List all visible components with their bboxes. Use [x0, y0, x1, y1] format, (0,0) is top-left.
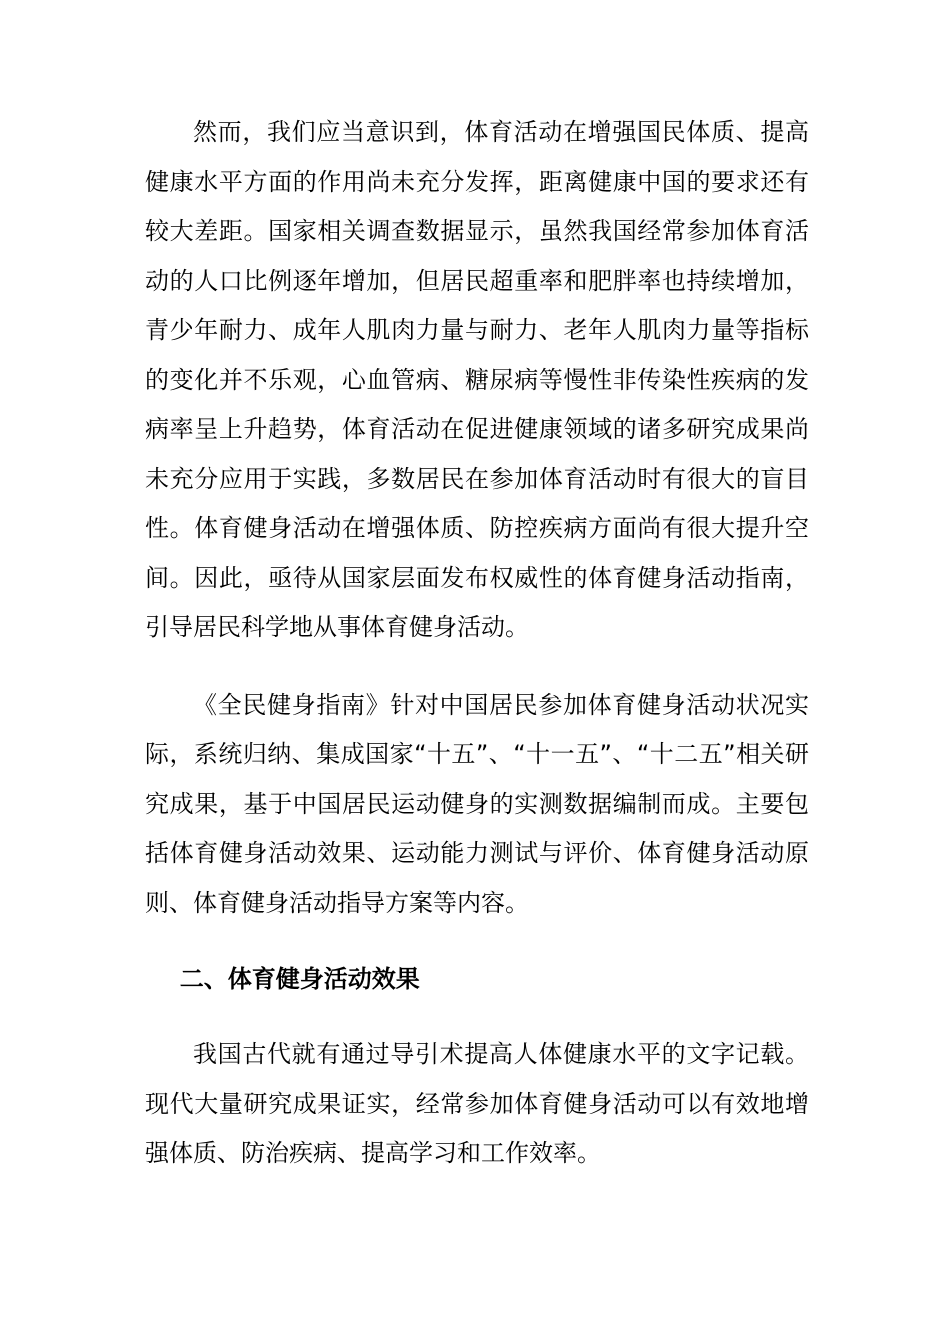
document-body [145, 108, 809, 1179]
paragraph: 然而，我们应当意识到，体育活动在增强国民体质、提高健康水平方面的作用尚未充分发挥，距离健康中国的要求还有较大差距。国家相关调查数据显示，虽然我国经常参加体育活动的人口比例逐年增加，但居民超重率和肥胖率也持续增加，青少年耐力、成年人肌肉力量与耐力、老年人肌肉力量等指标的变化并不乐观，心血管病、糖尿病等慢性非传染性疾病的发病率呈上升趋势，体育活动在促进健康领域的诸多研究成果尚未充分应用于实践，多数居民在参加体育活动时有很大的盲目性。体育健身活动在增强体质、防控疾病方面尚有很大提升空间。因此，亟待从国家层面发布权威性的体育健身活动指南，引导居民科学地从事体育健身活动。 [145, 118, 809, 641]
section-heading: 二、体育健身活动效果 [179, 965, 420, 993]
paragraph: 我国古代就有通过导引术提高人体健康水平的文字记载。现代大量研究成果证实，经常参加体育健身活动可以有效地增强体质、防治疾病、提高学习和工作效率。 [145, 1040, 809, 1167]
paragraph: 《全民健身指南》针对中国居民参加体育健身活动状况实际，系统归纳、集成国家“十五”、“十一五”、“十二五”相关研究成果，基于中国居民运动健身的实测数据编制而成。主要包括体育健身活动效果、运动能力测试与评价、体育健身活动原则、体育健身活动指导方案等内容。 [145, 690, 809, 917]
